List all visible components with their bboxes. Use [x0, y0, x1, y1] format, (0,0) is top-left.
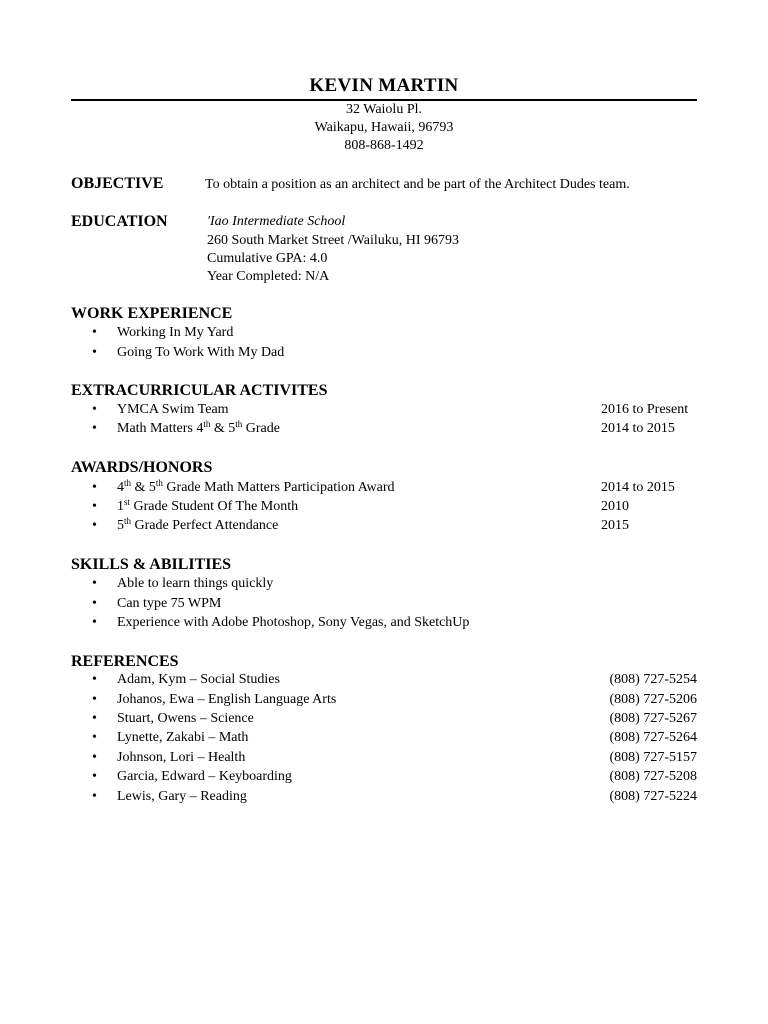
work-item-label: Working In My Yard	[117, 325, 234, 340]
activity-date: 2014 to 2015	[601, 421, 675, 436]
bullet: •	[92, 750, 97, 765]
reference-name: Garcia, Edward – Keyboarding	[117, 769, 292, 784]
award-label: 1st Grade Student Of The Month	[117, 497, 299, 514]
award-date: 2014 to 2015	[601, 480, 675, 495]
reference-name: Adam, Kym – Social Studies	[117, 672, 280, 687]
bullet: •	[92, 499, 97, 514]
education-school: 'Iao Intermediate School	[207, 214, 346, 229]
award-label: 4th & 5th Grade Math Matters Participation Award	[117, 478, 395, 495]
education-year: Year Completed: N/A	[207, 269, 330, 284]
reference-phone: (808) 727-5264	[609, 730, 697, 745]
list-item	[71, 518, 697, 538]
skill-label: Can type 75 WPM	[117, 596, 222, 611]
list-item	[71, 672, 697, 692]
list-item	[71, 789, 697, 809]
reference-name: Johanos, Ewa – English Language Arts	[117, 692, 337, 707]
reference-phone: (808) 727-5208	[609, 769, 697, 784]
address-line-1: 32 Waiolu Pl.	[345, 102, 422, 117]
phone-number: 808-868-1492	[344, 138, 424, 153]
activity-label: YMCA Swim Team	[117, 402, 229, 417]
list-item	[71, 480, 697, 500]
list-item	[71, 769, 697, 789]
list-item	[71, 750, 697, 770]
references-heading: REFERENCES	[71, 653, 179, 670]
bullet: •	[92, 576, 97, 591]
reference-name: Lewis, Gary – Reading	[117, 789, 247, 804]
list-item	[71, 499, 697, 519]
list-item	[71, 325, 697, 345]
reference-name: Lynette, Zakabi – Math	[117, 730, 249, 745]
bullet: •	[92, 421, 97, 436]
awards-heading: AWARDS/HONORS	[71, 459, 213, 476]
objective-heading: OBJECTIVE	[71, 175, 164, 192]
work-experience-heading: WORK EXPERIENCE	[71, 305, 233, 322]
reference-name: Johnson, Lori – Health	[117, 750, 246, 765]
skill-label: Experience with Adobe Photoshop, Sony Vegas, and SketchUp	[117, 615, 470, 630]
work-item-label: Going To Work With My Dad	[117, 345, 285, 360]
award-date: 2015	[601, 518, 629, 533]
list-item	[71, 402, 697, 422]
reference-phone: (808) 727-5206	[609, 692, 697, 707]
address-line-2: Waikapu, Hawaii, 96793	[314, 120, 454, 135]
list-item	[71, 615, 697, 635]
bullet: •	[92, 402, 97, 417]
bullet: •	[92, 518, 97, 533]
bullet: •	[92, 730, 97, 745]
bullet: •	[92, 692, 97, 707]
list-item	[71, 345, 697, 365]
education-heading: EDUCATION	[71, 213, 168, 230]
bullet: •	[92, 325, 97, 340]
list-item	[71, 596, 697, 616]
bullet: •	[92, 789, 97, 804]
award-label: 5th Grade Perfect Attendance	[117, 516, 279, 533]
bullet: •	[92, 480, 97, 495]
bullet: •	[92, 769, 97, 784]
list-item	[71, 576, 697, 596]
reference-name: Stuart, Owens – Science	[117, 711, 254, 726]
objective-text: To obtain a position as an architect and be part of the Architect Dudes team.	[205, 177, 630, 192]
list-item	[71, 730, 697, 750]
reference-phone: (808) 727-5157	[609, 750, 697, 765]
reference-phone: (808) 727-5224	[609, 789, 697, 804]
list-item	[71, 711, 697, 731]
award-date: 2010	[601, 499, 629, 514]
education-address: 260 South Market Street /Wailuku, HI 96793	[207, 233, 460, 248]
extracurricular-heading: EXTRACURRICULAR ACTIVITES	[71, 382, 328, 399]
resume-name: KEVIN MARTIN	[309, 75, 459, 96]
bullet: •	[92, 672, 97, 687]
skill-label: Able to learn things quickly	[117, 576, 274, 591]
skills-heading: SKILLS & ABILITIES	[71, 556, 232, 573]
list-item	[71, 421, 697, 441]
bullet: •	[92, 345, 97, 360]
list-item	[71, 692, 697, 712]
reference-phone: (808) 727-5267	[609, 711, 697, 726]
bullet: •	[92, 711, 97, 726]
reference-phone: (808) 727-5254	[609, 672, 697, 687]
bullet: •	[92, 615, 97, 630]
activity-date: 2016 to Present	[601, 402, 689, 417]
activity-label: Math Matters 4th & 5th Grade	[117, 419, 280, 436]
bullet: •	[92, 596, 97, 611]
education-gpa: Cumulative GPA: 4.0	[207, 251, 328, 266]
header-divider	[71, 99, 697, 101]
